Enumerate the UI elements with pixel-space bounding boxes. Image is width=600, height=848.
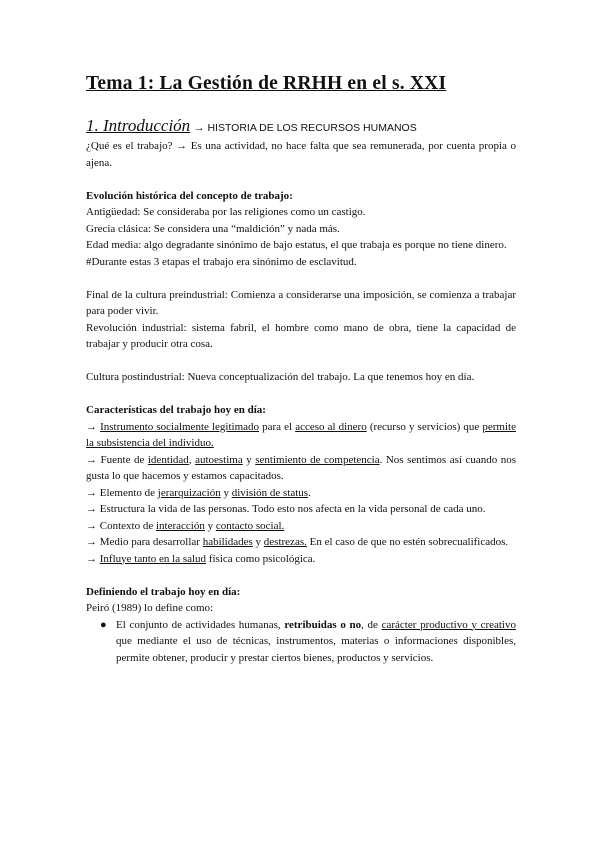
- evolucion-line: Revolución industrial: sistema fabril, el hombre como mano de obra, tiene la capacidad de trabajar y producir otra cosa.: [86, 321, 516, 350]
- caracteristica-item: → Elemento de jerarquización y división de status.: [86, 486, 311, 499]
- caracteristica-item: → Medio para desarrollar habilidades y destrezas. En el caso de que no estén sobrecualificados.: [86, 536, 509, 548]
- evolucion-line: Cultura postindustrial: Nueva conceptualización del trabajo. La que tenemos hoy en día.: [86, 371, 475, 383]
- evolucion-line: Final de la cultura preindustrial: Comienza a considerarse una imposición, se comienza a trabajar para poder vivir.: [86, 288, 516, 317]
- evolucion-line: #Durante estas 3 etapas el trabajo era sinónimo de esclavitud.: [86, 255, 357, 268]
- caracteristica-item: → Fuente de identidad, autoestima y sentimiento de competencia. Nos sentimos así cuando nos gusta lo que hacemos y estamos capacitados.: [86, 453, 517, 482]
- caracteristica-item: → Influye tanto en la salud física como psicológica.: [86, 552, 316, 565]
- definiendo-heading: Definiendo el trabajo hoy en día:: [86, 585, 241, 598]
- definiendo-intro: Peiró (1989) lo define como:: [86, 602, 214, 614]
- bullet-icon: ●: [100, 618, 107, 631]
- section-heading: 1. Introducción: [86, 116, 191, 135]
- arrow-icon: →: [193, 122, 205, 134]
- section-subtitle: HISTORIA DE LOS RECURSOS HUMANOS: [207, 122, 417, 134]
- intro-heading-line: [86, 116, 516, 138]
- list-item: ● El conjunto de actividades humanas, retribuidas o no, de carácter productivo y creativo que mediante el uso de técnicas, instrumentos, materias o informaciones disponibles, permite obtener, producir y prestar ciertos bienes, productos y servicios.: [100, 618, 516, 664]
- evolucion-line: Edad media: algo degradante sinónimo de bajo estatus, el que trabaja es porque no tiene dinero.: [86, 239, 507, 251]
- caracteristica-item: → Instrumento socialmente legitimado para el acceso al dinero (recurso y servicios) que permite la subsistencia del individuo.: [86, 420, 516, 449]
- intro-question: ¿Qué es el trabajo? → Es una actividad, no hace falta que sea remunerada, por cuenta propia o ajena.: [86, 140, 516, 169]
- caracteristica-item: → Contexto de interacción y contacto social.: [86, 519, 285, 532]
- page-title: Tema 1: La Gestión de RRHH en el s. XXI: [86, 73, 447, 94]
- definition-list: [86, 617, 516, 667]
- caracteristicas-heading: Características del trabajo hoy en día:: [86, 404, 266, 416]
- document-page: [86, 72, 516, 666]
- caracteristica-item: → Estructura la vida de las personas. Todo esto nos afecta en la vida personal de cada uno.: [86, 503, 486, 515]
- evolucion-line: Grecia clásica: Se considera una “maldición” y nada más.: [86, 222, 340, 235]
- evolucion-line: Antigüedad: Se consideraba por las religiones como un castigo.: [86, 206, 366, 218]
- evolucion-heading: Evolución histórica del concepto de trabajo:: [86, 189, 293, 202]
